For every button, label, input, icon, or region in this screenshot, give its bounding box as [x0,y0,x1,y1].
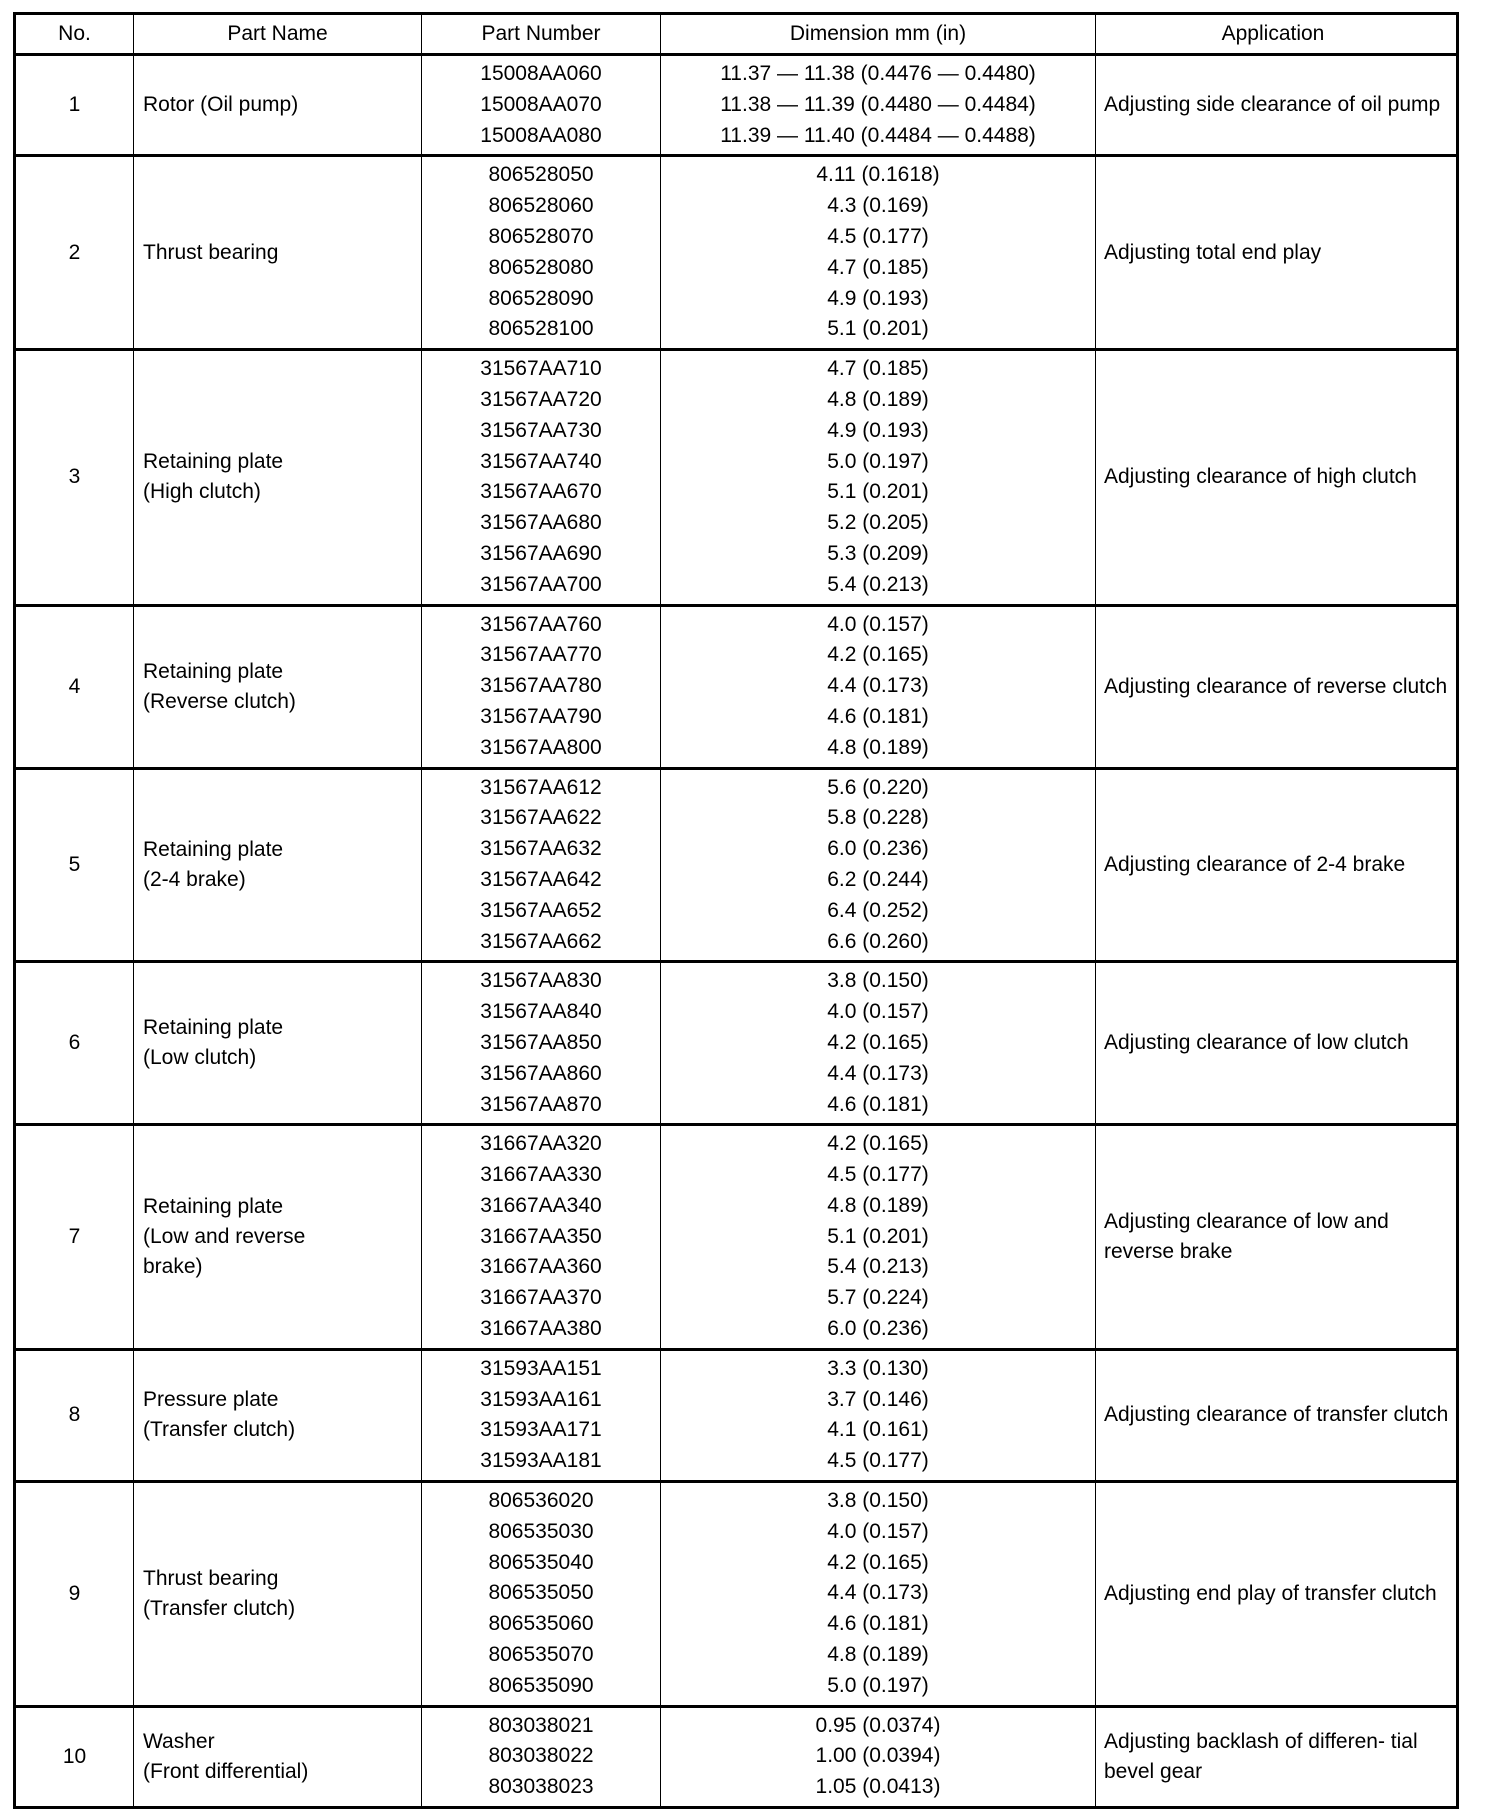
dimension-value: 4.2 (0.165) [827,1132,929,1156]
row-number: 6 [15,962,134,1125]
dimension-cell [661,156,1096,350]
dimension-cell [661,605,1096,768]
part-number: 806528100 [488,317,594,341]
part-number: 806528090 [488,286,594,310]
dimension-value: 4.8 (0.189) [827,387,929,411]
dimension-value: 5.4 (0.213) [827,1255,929,1279]
dimension-value: 5.3 (0.209) [827,541,929,565]
header-application: Application [1096,14,1458,55]
header-no: No. [15,14,134,55]
part-name-line: Thrust bearing [143,240,279,264]
dimension-value: 4.1 (0.161) [827,1418,929,1442]
application-cell: Adjusting total end play [1096,156,1458,350]
row-number: 8 [15,1349,134,1481]
part-name-line: brake) [143,1255,203,1279]
dimension-value: 4.6 (0.181) [827,704,929,728]
part-number: 31567AA720 [480,387,602,411]
part-number: 15008AA080 [480,123,602,147]
dimension-cell [661,962,1096,1125]
table-row [15,55,1458,156]
part-number: 803038022 [488,1744,594,1768]
dimension-value: 4.7 (0.185) [827,255,929,279]
part-name-cell [134,1706,422,1807]
part-number: 31567AA680 [480,511,602,535]
part-name-cell [134,1349,422,1481]
dimension-value: 11.39 — 11.40 (0.4484 — 0.4488) [720,123,1036,147]
part-number: 31593AA181 [480,1449,602,1473]
dimension-cell [661,1125,1096,1350]
part-number-cell [422,1482,661,1707]
header-dimension: Dimension mm (in) [661,14,1096,55]
part-number: 31667AA330 [480,1163,602,1187]
part-number: 806535060 [488,1612,594,1636]
dimension-value: 4.5 (0.177) [827,224,929,248]
dimension-cell [661,1349,1096,1481]
dimension-value: 6.0 (0.236) [827,1317,929,1341]
dimension-cell [661,55,1096,156]
part-name-line: (Reverse clutch) [143,689,296,713]
part-name-cell [134,605,422,768]
table-row [15,1706,1458,1807]
part-number: 806528050 [488,163,594,187]
dimension-value: 4.8 (0.189) [827,1193,929,1217]
dimension-value: 5.1 (0.201) [827,480,929,504]
part-number: 806528080 [488,255,594,279]
part-name-line: Retaining plate [143,659,284,683]
part-number-cell [422,962,661,1125]
part-number: 31567AA670 [480,480,602,504]
part-number-cell [422,605,661,768]
dimension-value: 4.5 (0.177) [827,1163,929,1187]
dimension-value: 6.4 (0.252) [827,898,929,922]
application-cell: Adjusting clearance of 2-4 brake [1096,768,1458,962]
dimension-value: 4.9 (0.193) [827,418,929,442]
part-number-cell [422,768,661,962]
part-number: 806536020 [488,1489,594,1513]
header-part-name: Part Name [134,14,422,55]
part-name-line: (Front differential) [143,1759,309,1783]
part-name-line: (Low and reverse [143,1225,306,1249]
part-number: 31593AA171 [480,1418,602,1442]
part-number: 31667AA360 [480,1255,602,1279]
dimension-cell [661,768,1096,962]
part-number: 31593AA161 [480,1387,602,1411]
part-name-cell [134,156,422,350]
part-name-line: Retaining plate [143,450,284,474]
dimension-value: 5.7 (0.224) [827,1286,929,1310]
dimension-value: 4.2 (0.165) [827,1550,929,1574]
part-number: 806535070 [488,1643,594,1667]
part-name-cell [134,350,422,605]
row-number: 5 [15,768,134,962]
part-number-cell [422,1349,661,1481]
dimension-value: 3.8 (0.150) [827,1489,929,1513]
part-number: 31567AA730 [480,418,602,442]
table-row [15,1482,1458,1707]
dimension-value: 5.0 (0.197) [827,449,929,473]
dimension-value: 3.8 (0.150) [827,969,929,993]
part-number: 31567AA740 [480,449,602,473]
dimension-value: 4.9 (0.193) [827,286,929,310]
application-cell: Adjusting clearance of transfer clutch [1096,1349,1458,1481]
dimension-value: 4.4 (0.173) [827,674,929,698]
part-number: 31667AA340 [480,1193,602,1217]
table-row [15,605,1458,768]
dimension-value: 6.2 (0.244) [827,867,929,891]
dimension-value: 5.6 (0.220) [827,775,929,799]
table-row [15,156,1458,350]
application-cell: Adjusting clearance of reverse clutch [1096,605,1458,768]
row-number: 9 [15,1482,134,1707]
part-number: 806528060 [488,194,594,218]
dimension-value: 11.38 — 11.39 (0.4480 — 0.4484) [720,92,1036,116]
table-row [15,1125,1458,1350]
application-cell: Adjusting side clearance of oil pump [1096,55,1458,156]
part-name-cell [134,768,422,962]
dimension-value: 1.00 (0.0394) [815,1744,941,1768]
part-number: 31567AA850 [480,1030,602,1054]
part-number: 31567AA840 [480,1000,602,1024]
part-number: 806535040 [488,1550,594,1574]
application-cell: Adjusting clearance of low clutch [1096,962,1458,1125]
application-cell: Adjusting end play of transfer clutch [1096,1482,1458,1707]
application-cell: Adjusting clearance of low and reverse brake [1096,1125,1458,1350]
dimension-value: 4.5 (0.177) [827,1449,929,1473]
dimension-cell [661,350,1096,605]
part-number: 31567AA790 [480,704,602,728]
row-number: 3 [15,350,134,605]
part-number: 31567AA690 [480,541,602,565]
header-row [15,14,1458,55]
dimension-value: 4.11 (0.1618) [816,163,940,187]
part-number: 31667AA380 [480,1317,602,1341]
dimension-value: 4.8 (0.189) [827,735,929,759]
part-name-line: Rotor (Oil pump) [143,93,299,117]
dimension-value: 4.0 (0.157) [827,1000,929,1024]
part-number: 803038023 [488,1775,594,1799]
part-name-line: Retaining plate [143,1195,284,1219]
dimension-value: 4.0 (0.157) [827,612,929,636]
part-number: 806528070 [488,224,594,248]
part-name-cell [134,962,422,1125]
part-number: 31567AA642 [480,867,602,891]
part-number: 31567AA800 [480,735,602,759]
dimension-value: 5.1 (0.201) [827,1224,929,1248]
part-number: 31567AA780 [480,674,602,698]
part-number-cell [422,1706,661,1807]
table-body [15,55,1458,1808]
dimension-value: 1.05 (0.0413) [815,1775,941,1799]
dimension-value: 11.37 — 11.38 (0.4476 — 0.4480) [720,62,1036,85]
part-number: 31567AA710 [480,357,602,381]
part-name-cell [134,1125,422,1350]
dimension-value: 5.0 (0.197) [827,1673,929,1697]
dimension-value: 4.6 (0.181) [827,1612,929,1636]
part-number: 15008AA070 [480,92,602,116]
part-name-line: (Transfer clutch) [143,1418,296,1442]
part-name-line: Washer [143,1729,215,1753]
table-row [15,1349,1458,1481]
application-cell: Adjusting clearance of high clutch [1096,350,1458,605]
dimension-value: 4.4 (0.173) [827,1581,929,1605]
row-number: 1 [15,55,134,156]
dimension-cell [661,1706,1096,1807]
part-number: 806535050 [488,1581,594,1605]
table-row [15,350,1458,605]
part-number: 31667AA370 [480,1286,602,1310]
part-number: 31567AA652 [480,898,602,922]
part-name-line: Retaining plate [143,837,284,861]
dimension-value: 5.2 (0.205) [827,511,929,535]
application-cell: Adjusting backlash of differen- tial bevel gear [1096,1706,1458,1807]
dimension-value: 4.2 (0.165) [827,643,929,667]
part-name-line: (2-4 brake) [143,867,246,891]
part-name-line: Thrust bearing [143,1566,279,1590]
header-part-number: Part Number [422,14,661,55]
part-number: 31567AA760 [480,612,602,636]
part-number: 31667AA350 [480,1224,602,1248]
part-number: 15008AA060 [480,62,602,85]
part-number: 31567AA830 [480,969,602,993]
part-number-cell [422,1125,661,1350]
part-number: 31567AA612 [480,775,602,799]
dimension-value: 4.2 (0.165) [827,1030,929,1054]
table-row [15,768,1458,962]
row-number: 4 [15,605,134,768]
dimension-value: 4.0 (0.157) [827,1519,929,1543]
dimension-value: 4.3 (0.169) [827,194,929,218]
dimension-value: 4.6 (0.181) [827,1092,929,1116]
part-number: 806535030 [488,1519,594,1543]
row-number: 7 [15,1125,134,1350]
dimension-cell [661,1482,1096,1707]
part-name-cell [134,55,422,156]
dimension-value: 0.95 (0.0374) [815,1713,941,1737]
part-name-cell [134,1482,422,1707]
part-number: 31593AA151 [480,1356,602,1380]
row-number: 2 [15,156,134,350]
row-number: 10 [15,1706,134,1807]
part-number: 31567AA860 [480,1061,602,1085]
part-number: 31567AA870 [480,1092,602,1116]
part-number: 806535090 [488,1673,594,1697]
dimension-value: 5.4 (0.213) [827,572,929,596]
dimension-value: 6.0 (0.236) [827,837,929,861]
part-number: 31567AA700 [480,572,602,596]
part-number-cell [422,350,661,605]
parts-table [13,12,1459,1809]
dimension-value: 5.1 (0.201) [827,317,929,341]
dimension-value: 3.3 (0.130) [827,1356,929,1380]
part-name-line: (High clutch) [143,480,261,504]
part-name-line: Pressure plate [143,1388,279,1412]
dimension-value: 4.4 (0.173) [827,1061,929,1085]
part-name-line: (Transfer clutch) [143,1596,296,1620]
dimension-value: 3.7 (0.146) [827,1387,929,1411]
part-name-line: (Low clutch) [143,1046,257,1070]
part-number: 31567AA632 [480,837,602,861]
dimension-value: 5.8 (0.228) [827,806,929,830]
dimension-value: 6.6 (0.260) [827,929,929,953]
part-number: 803038021 [488,1713,594,1737]
part-number-cell [422,156,661,350]
table-row [15,962,1458,1125]
part-name-line: Retaining plate [143,1016,284,1040]
part-number: 31567AA770 [480,643,602,667]
dimension-value: 4.7 (0.185) [827,357,929,381]
dimension-value: 4.8 (0.189) [827,1643,929,1667]
part-number: 31567AA622 [480,806,602,830]
part-number: 31567AA662 [480,929,602,953]
part-number-cell [422,55,661,156]
part-number: 31667AA320 [480,1132,602,1156]
